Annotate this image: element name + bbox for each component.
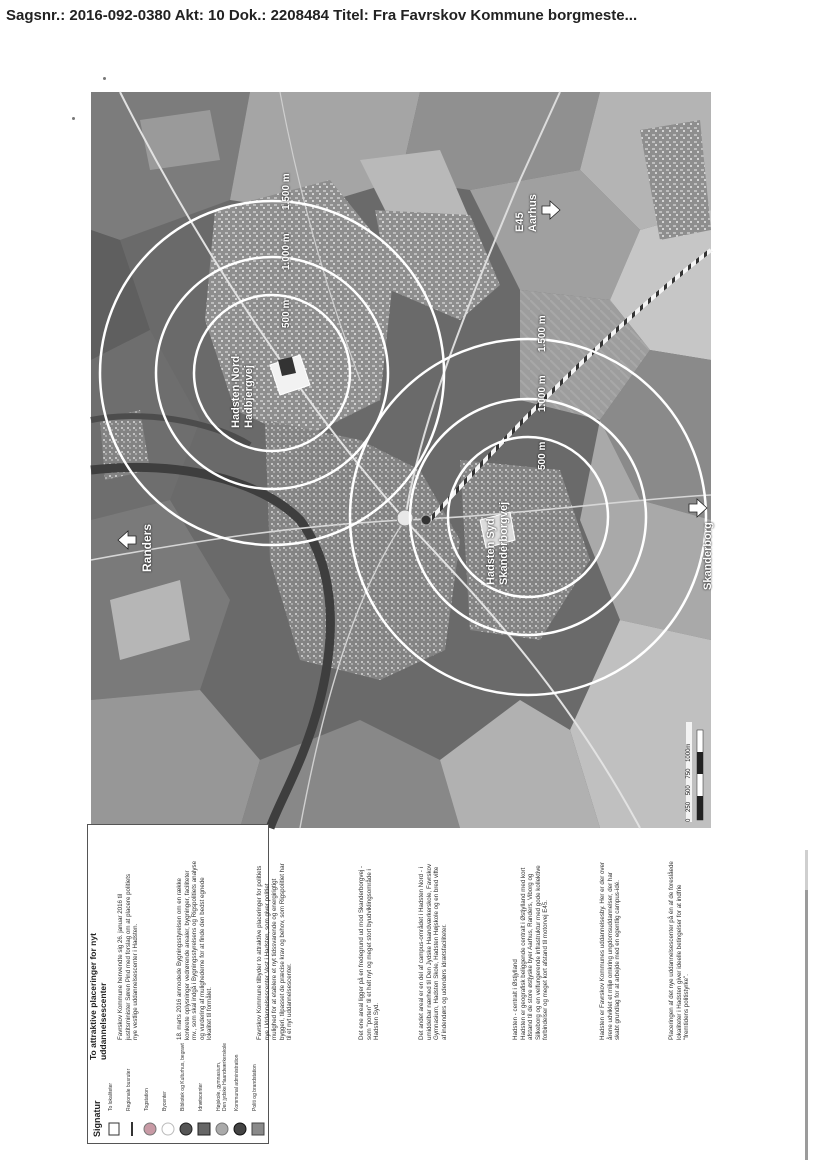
legend-label: Togstation xyxy=(144,1088,150,1111)
article-title: To attraktive placeringer for nyt uddannelsescenter xyxy=(88,933,108,1060)
train-station-icon xyxy=(142,1121,158,1137)
article-paragraph: Favrskov Kommune tilbyder to attraktive placeringer for politiets nye Uddannelsescenter Vest i Hadsten, som giver politiet mulighed for at etablere et nyt tidssvarende og energirigtigt byggeri, tilpasset de præcise krav og behov, som Rigspolitiet har til et nyt uddannelsescenter. xyxy=(256,863,294,1040)
legend-label: To lokaliteter xyxy=(108,1082,114,1111)
scan-edge-shadow xyxy=(805,850,808,890)
legend-label: Bycenter xyxy=(162,1091,168,1111)
scale-label: 500 xyxy=(686,785,692,796)
administration-marker xyxy=(421,515,431,525)
line-icon xyxy=(124,1121,140,1137)
ring-label-south-500: 500 m xyxy=(537,441,548,470)
ring-label-north-500: 500 m xyxy=(281,299,292,328)
direction-label-aarhus: E45 Aarhus xyxy=(514,194,539,232)
document-header: Sagsnr.: 2016-092-0380 Akt: 10 Dok.: 2208484 Titel: Fra Favrskov Kommune borgmeste... xyxy=(6,7,638,24)
ring-label-north-1000: 1.000 m xyxy=(281,233,292,270)
scan-edge-shadow xyxy=(805,890,808,1160)
article-paragraph: Placeringen af det nye uddannelsescenter på én af de foreslåede lokaliteter i Hadsten giver ideelle betingelser for at indfrie "fremtidens politistyrke". xyxy=(668,861,691,1040)
article-paragraph: Favrskov Kommune henvendte sig 26. januar 2016 til justitsminister Søren Pind med forslag om at placere politiets nye vestlige uddannelsescenter i Hadsten. xyxy=(117,873,140,1040)
town-center-icon xyxy=(160,1121,176,1137)
place-label-north: Hadsten Nord Hadbjergvej xyxy=(230,355,255,428)
ring-label-south-1000: 1.000 m xyxy=(537,375,548,412)
legend-label: Politi og brandstation xyxy=(252,1064,258,1111)
legend-label: Højskole, gymnasium, Den jydske Haandværkerskole xyxy=(216,1042,228,1111)
scale-label: 0 xyxy=(686,818,692,822)
ring-label-south-1500: 1.500 m xyxy=(537,315,548,352)
legend-label: Kommunal administration xyxy=(234,1054,240,1111)
legend-title: Signatur xyxy=(92,1100,102,1137)
map-base xyxy=(91,92,711,828)
library-icon xyxy=(178,1121,194,1137)
scale-label: 250 xyxy=(686,801,692,812)
legend-label: Regionale busruter xyxy=(126,1068,132,1111)
legend-item xyxy=(142,825,162,1143)
legend-label: Bibliotek og Kulturhus, begravt xyxy=(180,1043,186,1111)
scale-label: 1000m xyxy=(686,743,692,762)
article-paragraph: 18. marts 2016 anmodede Bygningsstyrelsen om en række konkrete oplysninger vedrørende arealer, bygninger, faciliteter mv., som skal indgå i Bygningsstyrelsens og Rigspolitiets analyse og vurdering af mulighederne for at finde den bedst egnede lokalitet til formålet. xyxy=(176,860,214,1040)
school-icon xyxy=(214,1121,230,1137)
sports-center-icon xyxy=(196,1121,212,1137)
article-paragraph: Hadsten - centralt i Østjylland Hadsten er geografisk beliggende centralt i Østjylland med kort afstand til de store østjyske byer Aarhus, Randers, Viborg og Silkeborg og en velfungerende infrastruktur med gode kollektive forbindelser og meget kort afstand til motorvej E45. xyxy=(512,865,550,1040)
article-paragraph: Hadsten er Favrskov Kommunes uddannelsesby. Her er der over årene udviklet et miljø omkring ungdomsuddannelser, der har skabt grundlag for at arbejde med en egentlig campus-idé. xyxy=(599,861,622,1040)
ring-label-north-1500: 1.500 m xyxy=(281,173,292,210)
legend-item xyxy=(232,825,252,1143)
direction-label-skanderborg: Skanderborg xyxy=(702,522,714,590)
direction-label-randers: Randers xyxy=(140,523,154,572)
administration-icon xyxy=(232,1121,248,1137)
place-label-south: Hadsten Syd Skanderborgvej xyxy=(485,501,510,585)
scale-bar xyxy=(697,730,703,820)
article-paragraph: Det ene areal ligger på en fredegrund ud mod Skanderborgvej - som "porten" til et helt nyt og meget stort byudviklingsområde i Hadsten Syd. xyxy=(358,865,381,1040)
legend-label: Idrætscenter xyxy=(198,1082,204,1111)
article-paragraph: Det andet areal er en del af campus-området i Hadsten Nord - i umiddelbar nærhed til Den Jydske Haandværkerskole, Favrskov Gymnasium, Hadsten Skole, Hadsten Højskole og en bred vifte af indendørs og udendørs idrætsfaciliteter. xyxy=(418,863,448,1040)
rectangle-outline-icon xyxy=(106,1121,122,1137)
scale-label: 750 xyxy=(686,768,692,779)
police-station-icon xyxy=(250,1121,266,1137)
legend-item xyxy=(214,825,234,1143)
